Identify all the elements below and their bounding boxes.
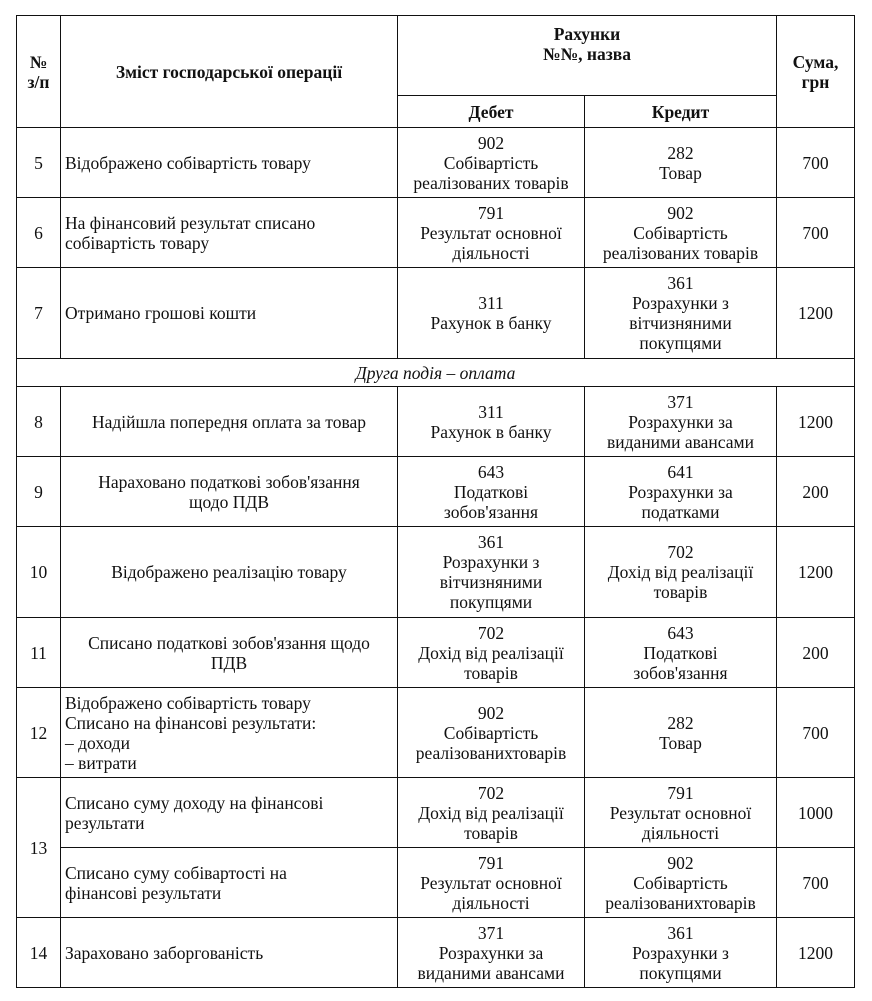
description-line: Відображено собівартість товару — [65, 692, 311, 713]
account-name-line: Податкові — [643, 642, 718, 663]
amount: 700 — [777, 848, 855, 918]
debit-account — [398, 688, 585, 778]
account-name-line: вітчизняними — [439, 572, 543, 592]
credit-account — [585, 778, 777, 848]
header-sum — [777, 16, 855, 128]
account-name-line: покупцями — [449, 592, 533, 612]
account-name-line: Рахунок в банку — [430, 313, 552, 333]
account-code: 371 — [667, 391, 694, 412]
amount: 1200 — [777, 527, 855, 618]
operation-description — [61, 198, 398, 268]
row-number: 5 — [17, 128, 61, 198]
account-name-line: Розрахунки за — [628, 481, 733, 502]
account-name-line: реалізованихтоварів — [605, 892, 756, 913]
account-name-line: Податкові — [453, 481, 529, 502]
header-sum-line: грн — [801, 71, 830, 92]
account-name-line: Собівартість — [443, 152, 539, 173]
table-row — [17, 618, 855, 688]
debit-account — [398, 527, 585, 618]
credit-account — [585, 618, 777, 688]
account-name-line: зобов'язання — [633, 662, 728, 683]
description-line: Надійшла попередня оплата за товар — [91, 411, 367, 432]
debit-account — [398, 778, 585, 848]
amount: 200 — [777, 618, 855, 688]
account-name-line: податками — [641, 501, 720, 522]
account-name-line: виданими авансами — [607, 431, 754, 452]
credit-account — [585, 128, 777, 198]
account-name-line: Розрахунки за — [628, 411, 733, 432]
description-line: ПДВ — [210, 652, 248, 673]
account-code: 371 — [477, 922, 505, 943]
account-code: 702 — [477, 622, 505, 643]
description-line: результати — [65, 812, 145, 833]
row-number: 9 — [17, 457, 61, 527]
table-row — [17, 128, 855, 198]
header-accounts-line: №№, назва — [543, 44, 631, 64]
operation-description — [61, 457, 398, 527]
operation-description — [61, 128, 398, 198]
table-row — [17, 268, 855, 359]
operation-description — [61, 268, 398, 359]
account-code: 791 — [667, 782, 694, 803]
account-name-line: зобов'язання — [443, 501, 539, 522]
header-accounts-line: Рахунки — [553, 24, 621, 44]
header-number-line: з/п — [27, 71, 50, 92]
account-code: 643 — [667, 622, 694, 643]
row-number: 10 — [17, 527, 61, 618]
account-code: 791 — [477, 202, 505, 223]
header-sum-line: Сума, — [792, 51, 839, 72]
account-name-line: Рахунок в банку — [430, 421, 552, 442]
operation-description — [61, 918, 398, 988]
debit-account — [398, 128, 585, 198]
header-number — [17, 16, 61, 128]
row-number: 8 — [17, 387, 61, 457]
account-name-line: вітчизняними — [629, 313, 732, 333]
account-name-line: Розрахунки за — [438, 942, 544, 963]
account-code: 361 — [477, 532, 505, 552]
credit-account — [585, 268, 777, 359]
credit-account — [585, 527, 777, 618]
account-name-line: Розрахунки з — [632, 942, 729, 963]
account-name-line: реалізованих товарів — [413, 172, 569, 193]
operation-description — [61, 688, 398, 778]
debit-account — [398, 618, 585, 688]
description-line: Списано суму доходу на фінансові — [65, 792, 324, 813]
account-name-line: діяльності — [641, 822, 720, 843]
document-page — [16, 15, 854, 988]
table-row — [17, 457, 855, 527]
account-name-line: діяльності — [452, 242, 530, 263]
table-row — [17, 688, 855, 778]
credit-account — [585, 198, 777, 268]
row-number: 7 — [17, 268, 61, 359]
account-code: 702 — [477, 782, 505, 803]
account-code: 311 — [478, 293, 504, 313]
account-code: 902 — [477, 132, 505, 153]
description-line: щодо ПДВ — [189, 491, 269, 512]
header-debit: Дебет — [398, 96, 585, 128]
operation-description — [61, 387, 398, 457]
operation-description — [61, 618, 398, 688]
account-name-line: Результат основної — [420, 872, 562, 893]
account-name-line: реалізованих товарів — [602, 242, 759, 263]
description-line: Списано суму собівартості на — [65, 862, 287, 883]
account-name-line: Дохід від реалізації — [418, 802, 564, 823]
credit-account — [585, 688, 777, 778]
operation-description — [61, 527, 398, 618]
description-line: Списано на фінансові результати: — [65, 712, 317, 733]
credit-account — [585, 457, 777, 527]
header-row-top — [17, 16, 855, 96]
account-code: 643 — [477, 461, 505, 482]
description-line: – витрати — [65, 752, 137, 773]
account-name-line: Товар — [659, 732, 702, 753]
description-line: Зараховано заборгованість — [65, 942, 264, 963]
account-code: 702 — [667, 542, 694, 562]
amount: 1000 — [777, 778, 855, 848]
account-code: 361 — [667, 273, 694, 293]
account-code: 902 — [477, 702, 505, 723]
description-line: фінансові результати — [65, 882, 222, 903]
row-number: 14 — [17, 918, 61, 988]
table-row — [17, 848, 855, 918]
account-name-line: Розрахунки з — [632, 293, 729, 313]
row-number: 12 — [17, 688, 61, 778]
header-credit: Кредит — [585, 96, 777, 128]
amount: 1200 — [777, 918, 855, 988]
row-number: 13 — [17, 778, 61, 918]
credit-account — [585, 387, 777, 457]
operation-description — [61, 848, 398, 918]
account-name-line: реалізованихтоварів — [415, 742, 567, 763]
account-name-line: Розрахунки з — [442, 552, 540, 572]
account-code: 902 — [667, 202, 694, 223]
table-row — [17, 527, 855, 618]
header-number-line: № — [29, 51, 48, 72]
account-name-line: товарів — [464, 662, 518, 683]
event-separator-row — [17, 359, 855, 387]
table-row — [17, 918, 855, 988]
account-code: 361 — [667, 922, 694, 943]
description-line: Нараховано податкові зобов'язання — [98, 471, 360, 492]
debit-account — [398, 457, 585, 527]
account-name-line: покупцями — [639, 962, 722, 983]
description-line: – доходи — [65, 732, 130, 753]
amount: 700 — [777, 198, 855, 268]
description-line: собівартість товару — [65, 232, 210, 253]
account-code: 282 — [667, 142, 694, 163]
account-code: 791 — [477, 852, 505, 873]
amount: 700 — [777, 128, 855, 198]
amount: 1200 — [777, 268, 855, 359]
account-name-line: товарів — [653, 582, 708, 602]
account-name-line: Собівартість — [443, 722, 539, 743]
account-name-line: виданими авансами — [417, 962, 565, 983]
account-name-line: Собівартість — [633, 872, 728, 893]
debit-account — [398, 268, 585, 359]
account-name-line: товарів — [464, 822, 518, 843]
description-line: Відображено реалізацію товару — [111, 562, 347, 582]
account-code: 641 — [667, 461, 694, 482]
amount: 700 — [777, 688, 855, 778]
account-code: 902 — [667, 852, 694, 873]
debit-account — [398, 848, 585, 918]
credit-account — [585, 918, 777, 988]
row-number: 11 — [17, 618, 61, 688]
account-name-line: Результат основної — [420, 222, 562, 243]
account-name-line: Товар — [659, 162, 702, 183]
header-accounts — [398, 16, 777, 96]
account-name-line: Дохід від реалізації — [418, 642, 564, 663]
table-row — [17, 198, 855, 268]
account-code: 282 — [667, 712, 694, 733]
account-name-line: Дохід від реалізації — [607, 562, 754, 582]
description-line: Відображено собівартість товару — [65, 152, 311, 173]
header-operation-content: Зміст господарської операції — [61, 16, 398, 128]
description-line: Списано податкові зобов'язання щодо — [88, 632, 370, 653]
account-name-line: Собівартість — [633, 222, 728, 243]
journal-entries-table — [16, 15, 855, 988]
description-line: На фінансовий результат списано — [65, 212, 316, 233]
account-code: 311 — [478, 401, 504, 422]
account-name-line: покупцями — [639, 333, 722, 353]
table-row — [17, 778, 855, 848]
amount: 200 — [777, 457, 855, 527]
debit-account — [398, 198, 585, 268]
event-label: Друга подія – оплата — [17, 359, 855, 387]
account-name-line: діяльності — [452, 892, 530, 913]
description-line: Отримано грошові кошти — [65, 303, 257, 323]
account-name-line: Результат основної — [609, 802, 752, 823]
row-number: 6 — [17, 198, 61, 268]
debit-account — [398, 918, 585, 988]
amount: 1200 — [777, 387, 855, 457]
table-row — [17, 387, 855, 457]
credit-account — [585, 848, 777, 918]
debit-account — [398, 387, 585, 457]
operation-description — [61, 778, 398, 848]
